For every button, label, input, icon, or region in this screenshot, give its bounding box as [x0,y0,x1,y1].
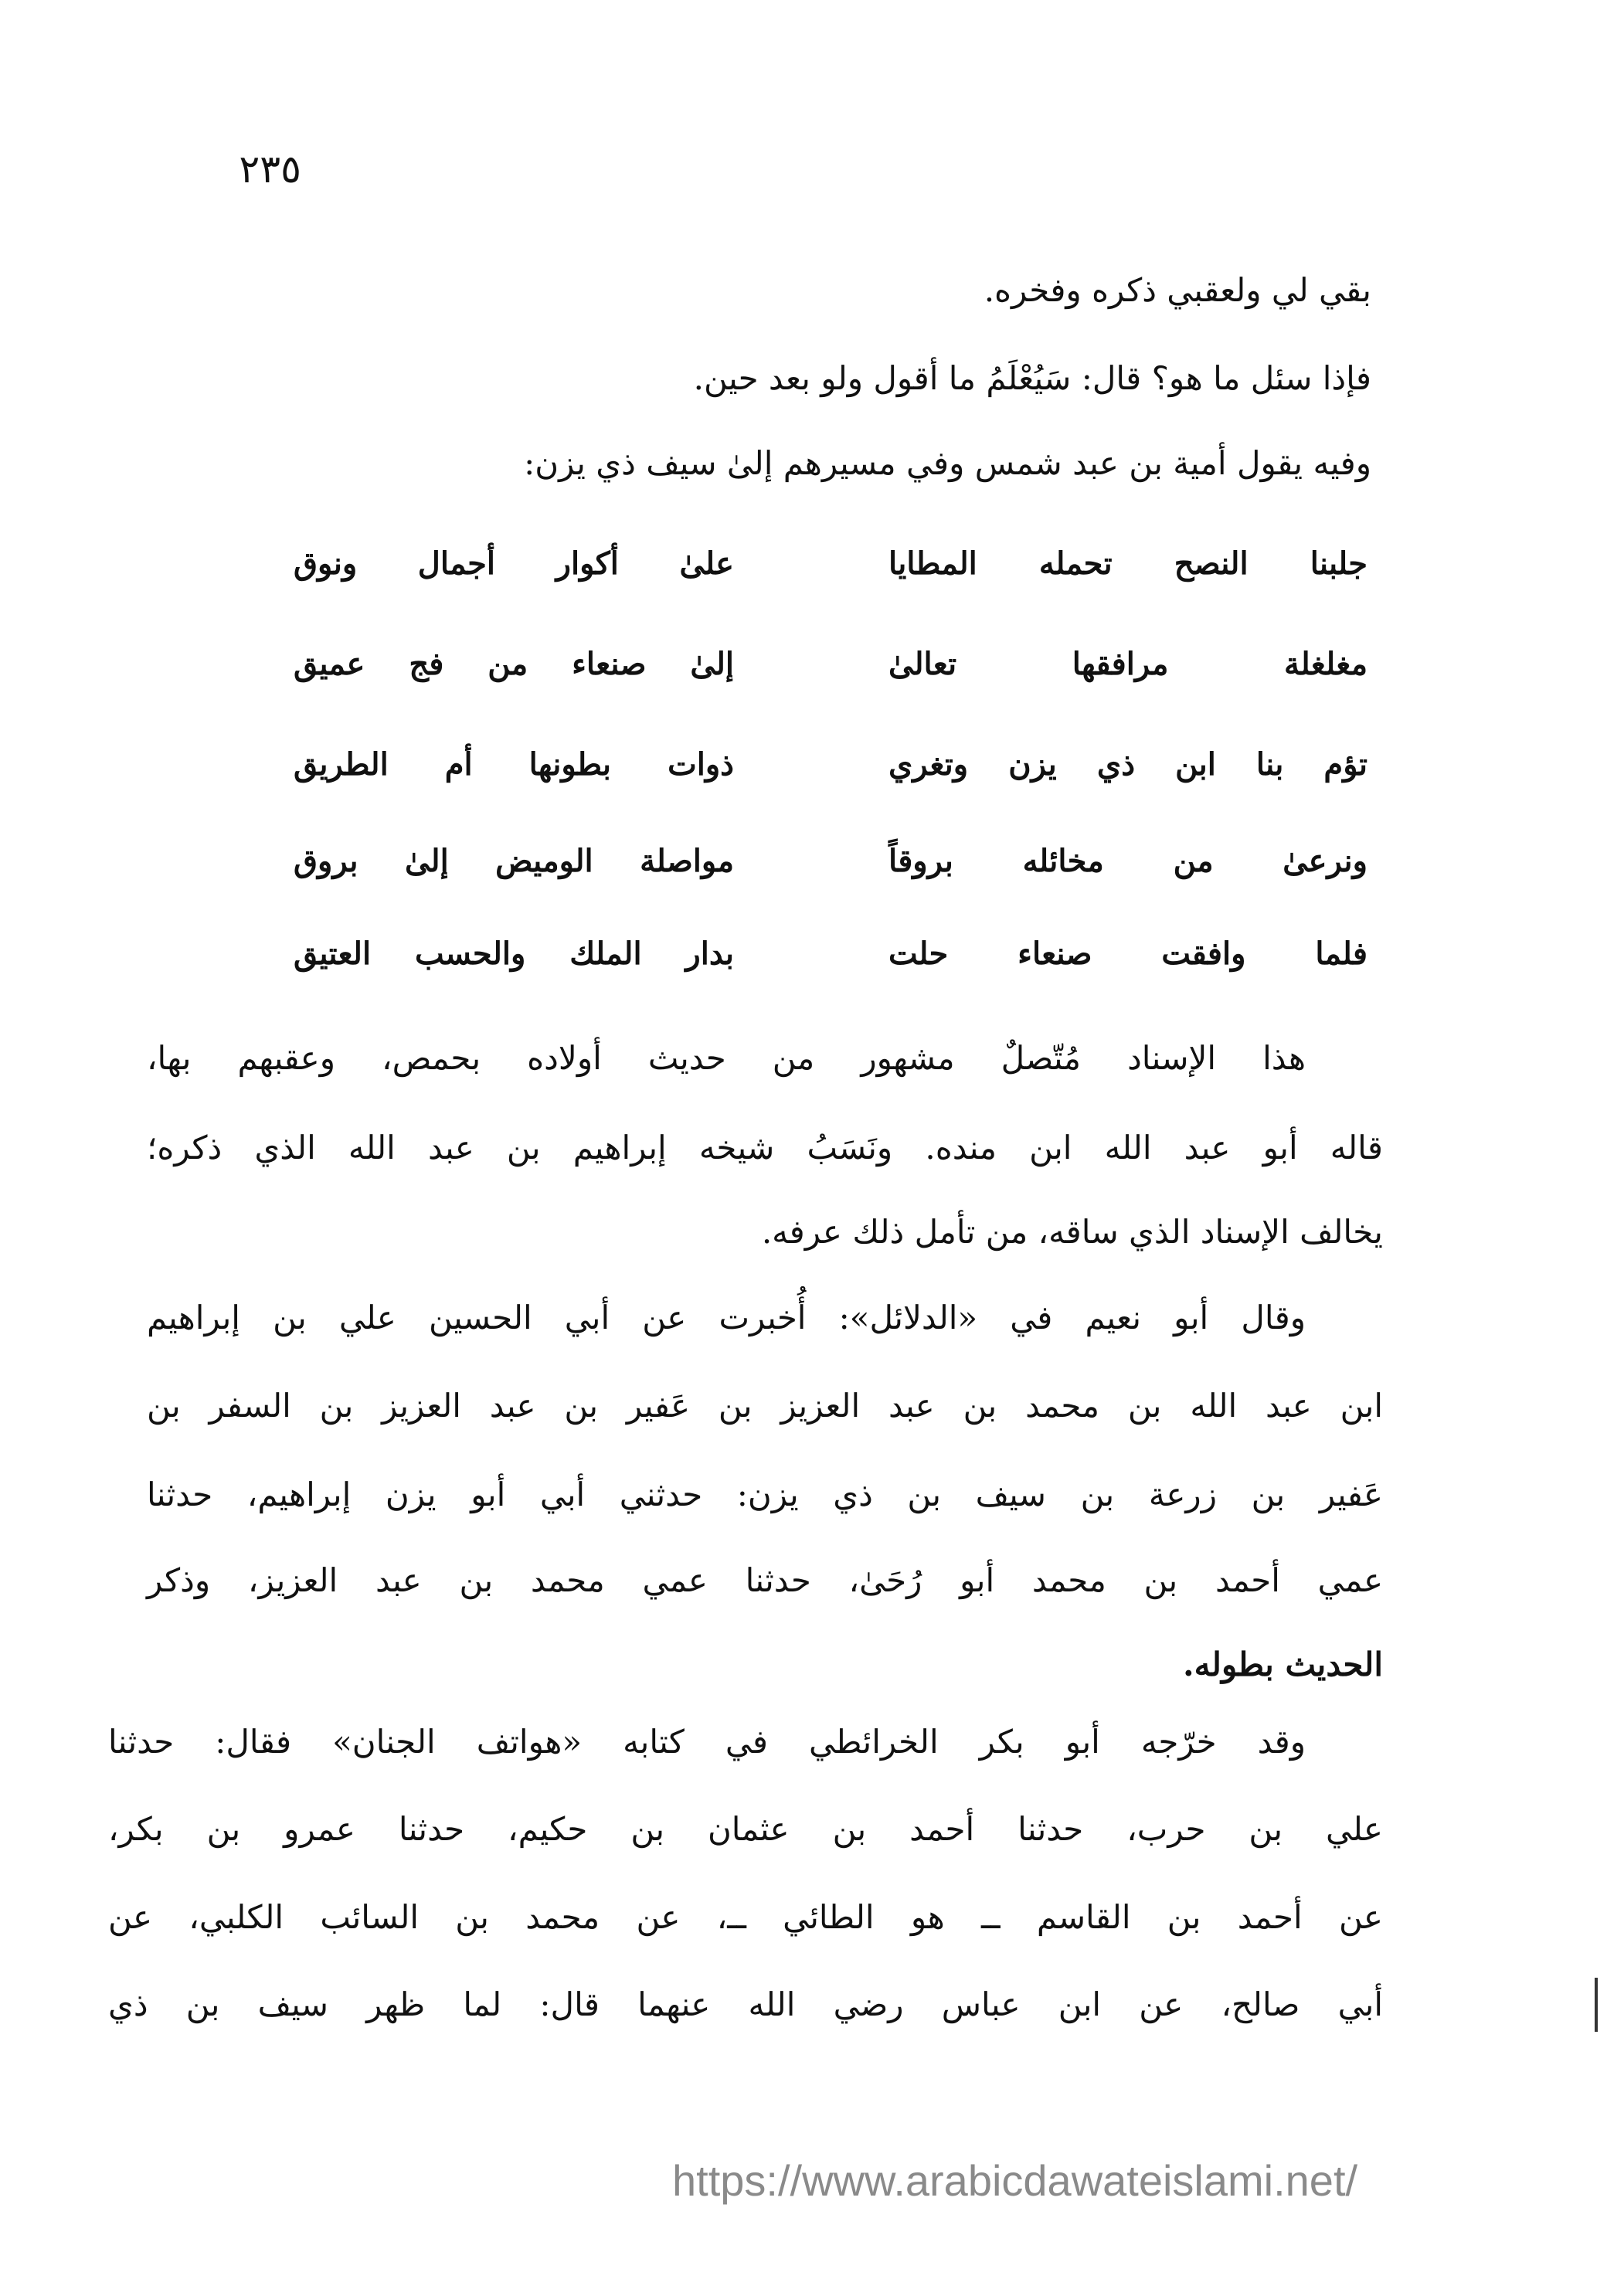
text-line: الحديث بطوله. [1183,1646,1383,1683]
text-line: قاله أبو عبد الله ابن منده. ونَسَبُ شيخه إبراهيم بن عبد الله الذي ذكره؛ [147,1129,1383,1167]
text-line: أبي صالح، عن ابن عباس رضي الله عنهما قال: لما ظهر سيف بن ذي [108,1985,1383,2023]
verse-second-hemistich: إلىٰ صنعاء من فج عميق [294,646,734,682]
text-line: عمي أحمد بن محمد أبو رُحَىٰ، حدثنا عمي محمد بن عبد العزيز، وذكر [147,1561,1384,1599]
verse-first-hemistich: تؤم بنا ابن ذي يزن وتغري [888,746,1367,783]
verse-first-hemistich: ونرعىٰ من مخائله بروقاً [888,843,1367,879]
verse-first-hemistich: مغلغلة مرافقها تعالىٰ [888,646,1367,682]
text-line: فإذا سئل ما هو؟ قال: سَيُعْلَمُ ما أقول ولو بعد حين. [693,359,1371,397]
text-line: هذا الإسناد مُتّصلٌ مشهور من حديث أولاده بحمص، وعقبهم بها، [147,1039,1306,1077]
text-line: ابن عبد الله بن محمد بن عبد العزيز بن عَفير بن عبد العزيز بن السفر بن [147,1387,1383,1425]
text-line: علي بن حرب، حدثنا أحمد بن عثمان بن حكيم، حدثنا عمرو بن بكر، [108,1810,1383,1848]
page-edge-mark [1595,1978,1598,2032]
text-line: وفيه يقول أمية بن عبد شمس وفي مسيرهم إلىٰ سيف ذي يزن: [524,444,1371,482]
text-line: عَفير بن زرعة بن سيف بن ذي يزن: حدثني أبي أبو يزن إبراهيم، حدثنا [147,1476,1383,1513]
watermark-url: https://www.arabicdawateislami.net/ [672,2156,1358,2205]
text-line: وقد خرّجه أبو بكر الخرائطي في كتابه «هواتف الجنان» فقال: حدثنا [108,1723,1306,1761]
verse-second-hemistich: ذوات بطونها أم الطريق [294,746,734,783]
verse-second-hemistich: علىٰ أكوار أجمال ونوق [294,545,734,582]
text-line: يخالف الإسناد الذي ساقه، من تأمل ذلك عرفه. [761,1213,1383,1251]
text-line: بقي لي ولعقبي ذكره وفخره. [984,271,1371,309]
text-line: وقال أبو نعيم في «الدلائل»: أُخبرت عن أبي الحسين علي بن إبراهيم [147,1299,1306,1337]
text-line: عن أحمد بن القاسم ــ هو الطائي ــ، عن محمد بن السائب الكلبي، عن [108,1898,1383,1936]
verse-first-hemistich: جلبنا النصح تحمله المطايا [888,545,1367,582]
verse-second-hemistich: مواصلة الوميض إلىٰ بروق [294,843,734,879]
verse-second-hemistich: بدار الملك والحسب العتيق [294,936,734,972]
verse-first-hemistich: فلما وافقت صنعاء حلت [888,936,1367,972]
page-number: ٢٣٥ [239,147,301,192]
